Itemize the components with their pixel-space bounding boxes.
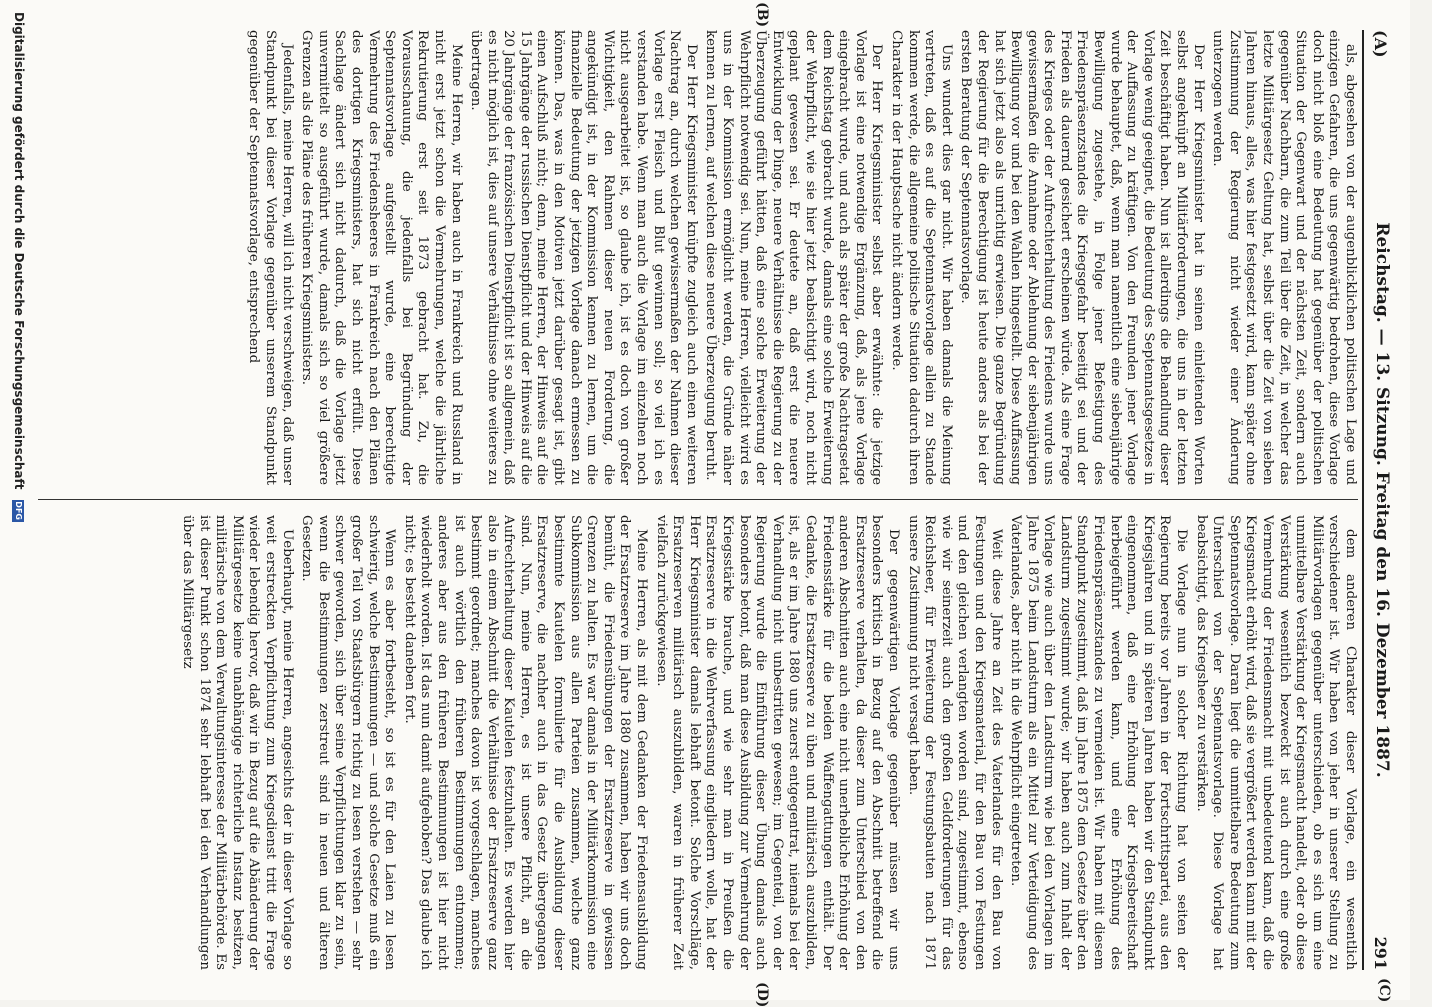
paragraph: Der Herr Kriegsminister knüpfte zugleich auch einen weiteren Nachtrag an, durch welchen gewissermaßen der Nahmen dieser Vorlage erst Fleisch und Blut gewinnen soll; so viel ich es verstanden habe. Wenn man auch die Vorlage im einzelnen noch nicht ausgearbeitet ist, so glaube ich, ist es doch von großer Wichtigkeit, den Rahmen dieser neuen Forderung, die angekündigt ist, in der Kommission kennen zu lernen, um die finanzielle Bedeutung der jetzigen Vorlage danach ermessen zu können. Das, was in den Motiven jetzt darüber gesagt ist, gibt einen Aufschluß nicht; denn, meine Herren, der Hinweis auf die 15 Jahrgänge der russischen Dienstpflicht und der Hinweis auf die 20 Jahrgänge der französischen Dienstpflicht ist so allgemein, daß es nicht möglich ist, dies auf unsere Verhältnisse ohne weiteres zu übertragen. xyxy=(468,30,699,485)
paragraph: Jedenfalls, meine Herren, will ich nicht verschweigen, daß unser Standpunkt bei dieser Vorlage gegenüber unserem Standpunkt gegenüber der Septennatsvorlage, entsprechend xyxy=(246,30,295,485)
margin-mark-d: (D) xyxy=(754,982,770,1007)
paragraph: Der Herr Kriegsminister selbst aber erwähnte: die jetzige Vorlage ist eine notwendige Ergänzung, daß, als jene Vorlage eingebracht wurde, und auch als später der große Nachtragsetat dem Reichstag gebracht wurde, damals eine solche Erweiterung der Wehrpflicht, wie sie hier jetzt beabsichtigt wird, noch nicht geplant gewesen sei. Er deutete an, daß erst die neuere Entwicklung der Dinge, neuere Verhältnisse die Regierung zu der Überzeugung geführt hätten, daß eine solche Erweiterung der Wehrpflicht notwendig sei. Nun, meine Herren, vielleicht wird es uns in der Kommission ermöglicht werden, die Gründe näher kennen zu lernen, auf welchen diese neuere Überzeugung beruht. xyxy=(703,30,885,485)
page-header xyxy=(1362,30,1398,970)
digitization-credit xyxy=(4,12,26,988)
margin-mark-b: (B) xyxy=(754,2,770,28)
header-title: Reichstag. — 13. Sitzung. Freitag den 16. Dezember 1887. xyxy=(1372,222,1392,778)
paragraph: Meine Herren, wir haben auch in Frankreich und Russland in nicht erst jetzt schon die Vermehrungen, welche die jährliche Rekrutierung erst seit 1873 gebracht hat. Zu, die Vorausschauung, die jedenfalls bei Begründung der Septennatsvorlage aufgestellt wurde, eine berechtigte Vermehrung des Friedensheeres in Frankreich nach den Plänen des dortigen Kriegsministers, hat sich nicht erfüllt. Diese Sachlage ändert sich nicht dadurch, daß die Vorlage jetzt unvermittelt so ausgeführt wurde, damals sich so viel größere Grenzen als die Pläne des früheren Kriegsministers. xyxy=(299,30,464,485)
column-divider xyxy=(38,499,1358,500)
right-column xyxy=(38,515,1358,970)
paragraph: Meine Herren, als mit dem Gedanken der Friedensausbildung der Ersatzreserve im Jahre 1880 zusammen, haben wir uns doch bemüht, die Friedensübungen der Ersatzreserve in gewissen Grenzen zu halten. Es war damals in der Militärkommission eine Subkommission aus allen Parteien zusammen, welche ganz bestimmte Kautelen formulierte für die Ausbildung dieser Ersatzreserve, die nachher auch in das Gesetz übergegangen sind. Nun, meine Herren, es ist unsere Pflicht, an die Aufrechterhaltung dieser Kautelen festzuhalten. Es werden hier also in einem Abschnitt die Verhältnisse der Ersatzreserve ganz bestimmt geordnet; manches davon ist vorgeschlagen, manches ist auch wörtlich den früheren Bestimmungen entnommen; anderes aber aus den früheren Bestimmungen ist hier nicht wiederholt worden. Ist das nun damit aufgehoben? Das glaube ich nicht; es besteht daneben fort. xyxy=(401,515,650,970)
margin-mark-c: (C) xyxy=(1376,978,1392,1003)
paragraph: Der gegenwärtigen Vorlage gegenüber müssen wir uns besonders kritisch in Bezug auf den Abschnitt betreffend die Ersatzreserve verhalten, da dieser zum Unterschied von den anderen Abschnitten auch eine nicht unerhebliche Erhöhung der Friedensstärke für die beiden Waffengattungen enthält. Der Gedanke, die Ersatzreserve zu üben und militärisch auszubilden, ist, als er im Jahre 1880 uns zuerst entgegentrat, niemals bei der Verhandlung nicht unbestritten gewesen; im Gegenteil, von der Regierung wurde die Einführung dieser Übung damals auch besonders betont, daß man diese Ausbildung zur Vermehrung der Kriegsstärke brauche, und wie sehr man in Preußen die Ersatzreserve in die Wehrverfassung eingliedern wolle, hat der Herr Kriegsminister damals lebhaft betont. Solche Vorschläge, Ersatzreserven militärisch auszubilden, waren in früherer Zeit vielfach zurückgewiesen. xyxy=(653,515,901,970)
paragraph: Ueberhaupt, meine Herren, angesichts der in dieser Vorlage so weit erstreckten Verpflichtung zum Kriegsdienst tritt die Frage wieder lebendig hervor, daß wir in Bezug auf die Abänderung der Militärgesetze keine unabhängige richterliche Instanz besitzen, militärische von dem Verwaltungsinteresse der Militärbehörde. Es ist dieser Punkt schon 1874 sehr lebhaft bei den Verhandlungen über das Militärgesetz xyxy=(180,515,295,970)
paragraph: Weit diese Jahre an Zeit des Vaterlandes für den Bau von Festungen und den Kriegsmaterial, für den Bau von Festungen und den gleichen verlangten worden sind, zugestimmt, ebenso wie wir seinerzeit auch den großen Geldforderungen für das Reichsheer, für Erweiterung der Festungsbauten nach 1871 unsere Zustimmung nicht versagt haben. xyxy=(905,515,1004,970)
page-number: 291 xyxy=(1371,936,1390,970)
paragraph: Wenn es aber fortbesteht, so ist es für den Laien zu lesen schwierig, welche Bestimmungen — und solche Gesetze muß ein großer Teil von Staatsbürgern richtig zu lesen verstehen — sehr schwer geworden, sich über seine Verpflichtungen klar zu sein, wenn die Bestimmungen zerstreut sind in neuen und älteren Gesetzen. xyxy=(299,515,398,970)
paragraph: Der Herr Kriegsminister hat in seinen einleitenden Worten selbst angeknüpft an Militärforderungen, die uns in der letzten Zeit beschäftigt haben. Nun ist allerdings die Behandlung dieser Vorlage wenig geeignet, die Bedeutung des Septennatsgesetzes in der Auffassung zu kräftigen. Von den Freunden jener Vorlage wurde behauptet, daß, wenn man namentlich eine siebenjährige Bewilligung zugestehe, in Folge jener Befestigung des Friedenspräsenzstandes die Kriegsgefahr beseitigt sei und der Frieden als dauernd gesichert erscheinen würde. Als eine Frage des Krieges oder der Aufrechterhaltung des Friedens wurde uns gewissermaßen die Annahme oder Ablehnung der siebenjährigen Bewilligung vor und bei den Wahlen hingestellt. Diese Auffassung hat sich jetzt also als unrichtig erwiesen. Die ganze Begründung der Regierung für die Berechtigung ist heute anders als bei der ersten Beratung der Septennatsvorlage. xyxy=(958,30,1206,485)
paragraph: Uns wundert dies gar nicht. Wir haben damals die Meinung vertreten, daß es auf die Septennatsvorlage allein zu Stande kommen werde, die allgemeine politische Situation dadurch ihren Charakter in der Hauptsache nicht ändern werde. xyxy=(888,30,954,485)
header-margin-letter: (A) xyxy=(1371,30,1390,58)
credit-text: Digitalisierung gefördert durch die Deutsche Forschungsgemeinschaft xyxy=(12,12,26,490)
paragraph: dem anderen Charakter dieser Vorlage, ein wesentlich verschiedener ist. Wir haben von jeher in unserer Stellung zu Militärvorlagen gegenüber unterschieden, ob es sich um eine unmittelbare Verstärkung der Kriegsmacht handelt, oder ob diese Verstärkung wesentlich bezweckt ist auch durch eine große Vermehrung der Friedensmacht mit unbedeutend kann, daß die Kriegsmacht erhöht wird, daß sie vergrößert werden kann mit der Septennatsvorlage. Daran liegt die unmittelbare Bedeutung zum Unterschied von der Septennatsvorlage. Diese Vorlage hat beabsichtigt, das Kriegsheer zu verstärken. xyxy=(1193,515,1358,970)
dfg-logo-icon: DFG xyxy=(14,501,24,520)
left-column xyxy=(38,30,1358,485)
paragraph: Die Vorlage nun in solcher Richtung hat von seiten der Regierung bereits vor Jahren in der Fortschrittspartei, aus den Kriegsjahren und in späteren Jahren haben wir den Standpunkt eingenommen, daß eine Erhöhung der Kriegsbereitschaft herbeigeführt werden kann, und eine Erhöhung des Friedenspräsenzstandes zu vermeiden ist. Wir haben mit diesem Standpunkt zugestimmt, daß im Jahre 1875 dem Gesetze über den Landsturm zugestimmt wurde; wir haben auch zum Inhalt der Vorlage wie auch über den Landsturm wie bei den Vorlagen im Jahre 1875 beim Landsturm als ein Mittel zur Verteidigung des Vaterlandes, aber nicht in die Wehrpflicht eingetreten. xyxy=(1008,515,1190,970)
paragraph: als, abgesehen von der augenblicklichen politischen Lage und einzigen Gefahren, die uns gegenwärtig bedrohen, diese Vorlage doch nicht bloß eine Bedeutung hat gegenüber der politischen Situation der Gegenwart und der nächsten Zeit, sondern auch gegenüber Nachbarn, die zum Teil über die Zeit, in welcher das letzte Militärgesetz Geltung hat, selbst über die Zeit von sieben Jahren hinaus, alles, was hier festgesetzt wird, kann später ohne Zustimmung der Regierung nicht wieder einer Änderung unterzogen werden. xyxy=(1210,30,1358,485)
